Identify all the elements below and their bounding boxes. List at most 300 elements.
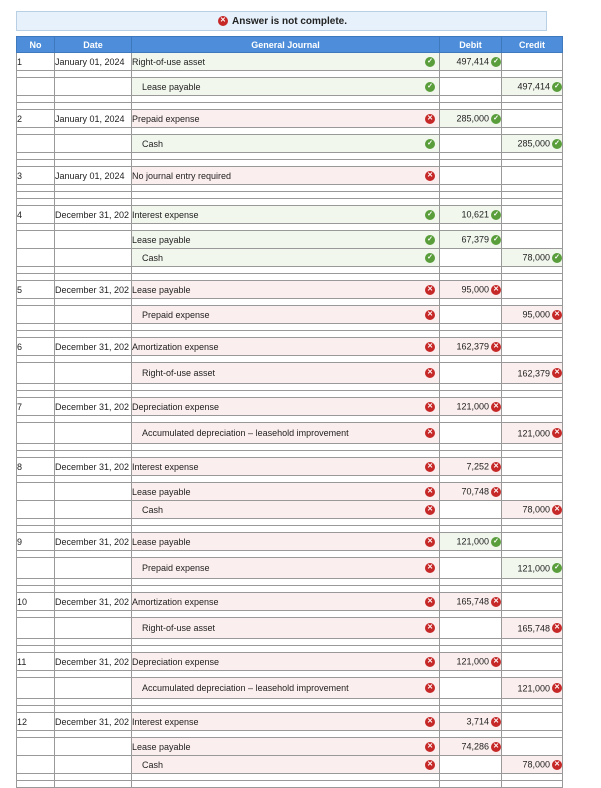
check-circle-icon: ✓ [425, 210, 435, 220]
debit-field[interactable] [440, 338, 502, 356]
spacer-cell [440, 699, 502, 706]
account-name: Lease payable [132, 741, 191, 752]
account-name: Prepaid expense [132, 113, 200, 124]
spacer-cell [502, 579, 563, 586]
spacer-cell [132, 611, 440, 618]
credit-value: 165,748 [517, 623, 550, 634]
account-field[interactable] [132, 423, 440, 444]
credit-field[interactable] [502, 738, 563, 756]
spacer-cell [440, 579, 502, 586]
spacer-cell [17, 639, 55, 646]
spacer-cell [502, 267, 563, 274]
journal-line-row [17, 249, 563, 267]
spacer-cell [132, 451, 440, 458]
x-circle-icon: ✕ [425, 428, 435, 438]
debit-field[interactable] [440, 678, 502, 699]
x-circle-icon: ✕ [552, 505, 562, 515]
debit-field[interactable] [440, 306, 502, 324]
spacer-row [17, 444, 563, 451]
spacer-cell [17, 192, 55, 199]
spacer-cell [440, 356, 502, 363]
spacer-row [17, 476, 563, 483]
x-circle-icon: ✕ [552, 623, 562, 633]
journal-line-row [17, 78, 563, 96]
debit-field[interactable] [440, 231, 502, 249]
entry-number [17, 78, 55, 96]
spacer-cell [17, 160, 55, 167]
spacer-cell [132, 103, 440, 110]
spacer-row [17, 356, 563, 363]
spacer-cell [55, 519, 132, 526]
spacer-cell [55, 671, 132, 678]
spacer-cell [502, 611, 563, 618]
spacer-cell [132, 579, 440, 586]
spacer-cell [440, 519, 502, 526]
account-name: Cash [142, 504, 164, 515]
spacer-cell [55, 579, 132, 586]
spacer-cell [440, 774, 502, 781]
x-circle-icon: ✕ [425, 505, 435, 515]
journal-body [17, 53, 563, 788]
credit-field[interactable] [502, 458, 563, 476]
credit-value: 78,000 [522, 252, 550, 263]
entry-date [55, 678, 132, 699]
x-circle-icon: ✕ [552, 368, 562, 378]
account-field[interactable] [132, 398, 440, 416]
entry-number: 4 [17, 206, 55, 224]
column-header-debit: Debit [440, 37, 502, 53]
x-circle-icon: ✕ [425, 462, 435, 472]
spacer-cell [440, 299, 502, 306]
spacer-row [17, 781, 563, 788]
spacer-row [17, 586, 563, 593]
spacer-cell [440, 706, 502, 713]
spacer-row [17, 671, 563, 678]
x-circle-icon: ✕ [425, 563, 435, 573]
spacer-row [17, 324, 563, 331]
account-field[interactable] [132, 653, 440, 671]
debit-field[interactable] [440, 249, 502, 267]
account-name: Accumulated depreciation – leasehold improvement [142, 683, 349, 693]
account-name: Cash [142, 138, 164, 149]
credit-value: 285,000 [517, 138, 550, 149]
entry-date [55, 423, 132, 444]
x-circle-icon: ✕ [491, 462, 501, 472]
spacer-row [17, 774, 563, 781]
spacer-cell [502, 731, 563, 738]
entry-number [17, 678, 55, 699]
entry-number [17, 135, 55, 153]
account-name: Right-of-use asset [132, 56, 206, 67]
debit-field[interactable] [440, 110, 502, 128]
spacer-cell [55, 699, 132, 706]
account-field[interactable] [132, 231, 440, 249]
spacer-cell [440, 611, 502, 618]
spacer-cell [502, 192, 563, 199]
spacer-cell [55, 416, 132, 423]
entry-number: 11 [17, 653, 55, 671]
column-header-journal: General Journal [132, 37, 440, 53]
spacer-row [17, 699, 563, 706]
account-field[interactable] [132, 458, 440, 476]
credit-value: 95,000 [522, 309, 550, 320]
check-circle-icon: ✓ [491, 235, 501, 245]
spacer-cell [440, 416, 502, 423]
debit-field[interactable] [440, 593, 502, 611]
x-circle-icon: ✕ [425, 623, 435, 633]
spacer-cell [440, 185, 502, 192]
account-field[interactable] [132, 281, 440, 299]
credit-field[interactable] [502, 338, 563, 356]
credit-field[interactable] [502, 483, 563, 501]
spacer-cell [55, 451, 132, 458]
table-header [17, 37, 563, 53]
debit-field[interactable] [440, 713, 502, 731]
debit-field[interactable] [440, 423, 502, 444]
credit-field[interactable] [502, 306, 563, 324]
debit-field[interactable] [440, 53, 502, 71]
account-field[interactable] [132, 483, 440, 501]
spacer-cell [440, 71, 502, 78]
entry-date: December 31, 202 [55, 338, 132, 356]
spacer-cell [132, 671, 440, 678]
account-field[interactable] [132, 713, 440, 731]
check-circle-icon: ✓ [491, 114, 501, 124]
spacer-cell [132, 185, 440, 192]
journal-line-row [17, 678, 563, 699]
account-field[interactable] [132, 206, 440, 224]
credit-field[interactable] [502, 533, 563, 551]
entry-number: 1 [17, 53, 55, 71]
spacer-cell [132, 699, 440, 706]
spacer-row [17, 519, 563, 526]
entry-number: 12 [17, 713, 55, 731]
spacer-cell [440, 331, 502, 338]
spacer-row [17, 103, 563, 110]
entry-date [55, 483, 132, 501]
spacer-cell [17, 586, 55, 593]
x-circle-icon: ✕ [425, 342, 435, 352]
account-field[interactable] [132, 501, 440, 519]
entry-date [55, 363, 132, 384]
spacer-cell [55, 267, 132, 274]
spacer-cell [17, 356, 55, 363]
account-field[interactable] [132, 618, 440, 639]
spacer-cell [17, 224, 55, 231]
spacer-row [17, 192, 563, 199]
x-circle-icon: ✕ [491, 657, 501, 667]
credit-field[interactable] [502, 678, 563, 699]
spacer-cell [17, 128, 55, 135]
spacer-cell [17, 199, 55, 206]
spacer-cell [132, 476, 440, 483]
credit-field[interactable] [502, 167, 563, 185]
spacer-cell [55, 96, 132, 103]
entry-number: 5 [17, 281, 55, 299]
spacer-cell [440, 646, 502, 653]
spacer-cell [55, 299, 132, 306]
entry-number [17, 483, 55, 501]
entry-number [17, 306, 55, 324]
debit-value: 497,414 [456, 56, 489, 67]
spacer-cell [17, 579, 55, 586]
spacer-cell [440, 639, 502, 646]
credit-value: 78,000 [522, 759, 550, 770]
x-circle-icon: ✕ [491, 342, 501, 352]
credit-value: 497,414 [517, 81, 550, 92]
debit-field[interactable] [440, 756, 502, 774]
account-name: Lease payable [142, 81, 201, 92]
x-circle-icon: ✕ [491, 717, 501, 727]
entry-date: December 31, 202 [55, 713, 132, 731]
debit-value: 3,714 [466, 716, 489, 727]
spacer-cell [502, 416, 563, 423]
x-circle-icon: ✕ [425, 717, 435, 727]
spacer-cell [17, 384, 55, 391]
credit-field[interactable] [502, 110, 563, 128]
credit-field[interactable] [502, 423, 563, 444]
x-circle-icon: ✕ [552, 760, 562, 770]
credit-field[interactable] [502, 363, 563, 384]
credit-field[interactable] [502, 756, 563, 774]
x-circle-icon: ✕ [491, 742, 501, 752]
spacer-cell [132, 551, 440, 558]
account-field[interactable] [132, 738, 440, 756]
journal-line-row [17, 363, 563, 384]
spacer-cell [55, 586, 132, 593]
spacer-row [17, 526, 563, 533]
debit-field[interactable] [440, 398, 502, 416]
entry-number: 2 [17, 110, 55, 128]
spacer-row [17, 299, 563, 306]
entry-date: January 01, 2024 [55, 53, 132, 71]
journal-line-row [17, 167, 563, 185]
entry-date: December 31, 202 [55, 206, 132, 224]
spacer-cell [132, 160, 440, 167]
spacer-cell [502, 391, 563, 398]
credit-field[interactable] [502, 53, 563, 71]
journal-line-row [17, 338, 563, 356]
entry-number [17, 618, 55, 639]
x-circle-icon: ✕ [425, 537, 435, 547]
account-field[interactable] [132, 593, 440, 611]
spacer-row [17, 224, 563, 231]
spacer-cell [17, 416, 55, 423]
credit-value: 121,000 [517, 563, 550, 574]
spacer-cell [502, 699, 563, 706]
spacer-cell [132, 153, 440, 160]
spacer-cell [132, 192, 440, 199]
spacer-cell [55, 444, 132, 451]
spacer-cell [132, 128, 440, 135]
spacer-row [17, 731, 563, 738]
debit-field[interactable] [440, 618, 502, 639]
spacer-cell [17, 299, 55, 306]
credit-field[interactable] [502, 231, 563, 249]
spacer-cell [17, 519, 55, 526]
spacer-cell [502, 199, 563, 206]
debit-value: 70,748 [461, 486, 489, 497]
spacer-cell [17, 331, 55, 338]
x-circle-icon: ✕ [425, 487, 435, 497]
account-field[interactable] [132, 756, 440, 774]
spacer-cell [132, 774, 440, 781]
credit-field[interactable] [502, 713, 563, 731]
spacer-cell [55, 646, 132, 653]
spacer-cell [132, 199, 440, 206]
account-name: Depreciation expense [132, 656, 220, 667]
x-circle-icon: ✕ [552, 428, 562, 438]
account-field[interactable] [132, 558, 440, 579]
debit-value: 7,252 [466, 461, 489, 472]
journal-line-row [17, 593, 563, 611]
credit-field[interactable] [502, 593, 563, 611]
entry-number [17, 501, 55, 519]
x-circle-icon: ✕ [491, 402, 501, 412]
account-field[interactable] [132, 110, 440, 128]
check-circle-icon: ✓ [425, 57, 435, 67]
spacer-cell [502, 476, 563, 483]
spacer-cell [502, 671, 563, 678]
debit-value: 95,000 [461, 284, 489, 295]
spacer-cell [132, 274, 440, 281]
debit-field[interactable] [440, 558, 502, 579]
entry-date [55, 501, 132, 519]
credit-value: 121,000 [517, 683, 550, 694]
spacer-cell [17, 611, 55, 618]
account-field[interactable] [132, 306, 440, 324]
spacer-cell [440, 526, 502, 533]
entry-date: December 31, 202 [55, 533, 132, 551]
x-circle-icon: ✕ [425, 368, 435, 378]
entry-date: January 01, 2024 [55, 110, 132, 128]
entry-date [55, 306, 132, 324]
spacer-cell [17, 526, 55, 533]
account-field[interactable] [132, 249, 440, 267]
credit-value: 162,379 [517, 368, 550, 379]
account-field[interactable] [132, 135, 440, 153]
spacer-cell [17, 103, 55, 110]
spacer-cell [55, 331, 132, 338]
debit-field[interactable] [440, 281, 502, 299]
credit-field[interactable] [502, 501, 563, 519]
credit-field[interactable] [502, 398, 563, 416]
spacer-cell [55, 153, 132, 160]
debit-field[interactable] [440, 501, 502, 519]
spacer-cell [440, 224, 502, 231]
debit-field[interactable] [440, 458, 502, 476]
debit-field[interactable] [440, 533, 502, 551]
spacer-row [17, 451, 563, 458]
account-field[interactable] [132, 338, 440, 356]
spacer-cell [502, 331, 563, 338]
credit-value: 78,000 [522, 504, 550, 515]
spacer-row [17, 96, 563, 103]
column-header-date: Date [55, 37, 132, 53]
spacer-cell [132, 586, 440, 593]
credit-field[interactable] [502, 135, 563, 153]
spacer-cell [132, 519, 440, 526]
account-field[interactable] [132, 167, 440, 185]
account-field[interactable] [132, 53, 440, 71]
entry-date: December 31, 202 [55, 653, 132, 671]
credit-field[interactable] [502, 206, 563, 224]
account-name: Interest expense [132, 209, 199, 220]
spacer-cell [502, 551, 563, 558]
check-circle-icon: ✓ [425, 253, 435, 263]
journal-line-row [17, 713, 563, 731]
account-field[interactable] [132, 363, 440, 384]
entry-date [55, 135, 132, 153]
spacer-cell [55, 128, 132, 135]
check-circle-icon: ✓ [491, 210, 501, 220]
spacer-cell [132, 267, 440, 274]
credit-field[interactable] [502, 78, 563, 96]
spacer-cell [502, 185, 563, 192]
debit-field[interactable] [440, 363, 502, 384]
debit-field[interactable] [440, 738, 502, 756]
spacer-row [17, 646, 563, 653]
journal-line-row [17, 501, 563, 519]
journal-line-row [17, 306, 563, 324]
journal-line-row [17, 558, 563, 579]
debit-field[interactable] [440, 135, 502, 153]
debit-field[interactable] [440, 206, 502, 224]
spacer-cell [502, 153, 563, 160]
debit-field[interactable] [440, 653, 502, 671]
debit-field[interactable] [440, 78, 502, 96]
spacer-cell [55, 526, 132, 533]
spacer-cell [55, 476, 132, 483]
spacer-row [17, 391, 563, 398]
journal-line-row [17, 231, 563, 249]
spacer-cell [132, 384, 440, 391]
account-field[interactable] [132, 78, 440, 96]
spacer-cell [440, 324, 502, 331]
spacer-cell [55, 384, 132, 391]
spacer-cell [502, 324, 563, 331]
debit-field[interactable] [440, 167, 502, 185]
journal-line-row [17, 653, 563, 671]
x-circle-icon: ✕ [425, 310, 435, 320]
account-name: Prepaid expense [142, 563, 210, 573]
debit-value: 165,748 [456, 596, 489, 607]
entry-date [55, 231, 132, 249]
credit-field[interactable] [502, 281, 563, 299]
spacer-cell [132, 96, 440, 103]
debit-value: 121,000 [456, 401, 489, 412]
spacer-cell [502, 103, 563, 110]
account-field[interactable] [132, 533, 440, 551]
account-name: Lease payable [132, 234, 191, 245]
spacer-cell [440, 391, 502, 398]
account-name: Interest expense [132, 461, 199, 472]
account-field[interactable] [132, 678, 440, 699]
spacer-cell [55, 224, 132, 231]
credit-field[interactable] [502, 618, 563, 639]
entry-number [17, 738, 55, 756]
credit-field[interactable] [502, 249, 563, 267]
spacer-cell [502, 128, 563, 135]
credit-field[interactable] [502, 653, 563, 671]
debit-field[interactable] [440, 483, 502, 501]
spacer-cell [440, 267, 502, 274]
credit-field[interactable] [502, 558, 563, 579]
spacer-row [17, 579, 563, 586]
spacer-cell [440, 192, 502, 199]
column-header-credit: Credit [502, 37, 563, 53]
entry-number [17, 363, 55, 384]
